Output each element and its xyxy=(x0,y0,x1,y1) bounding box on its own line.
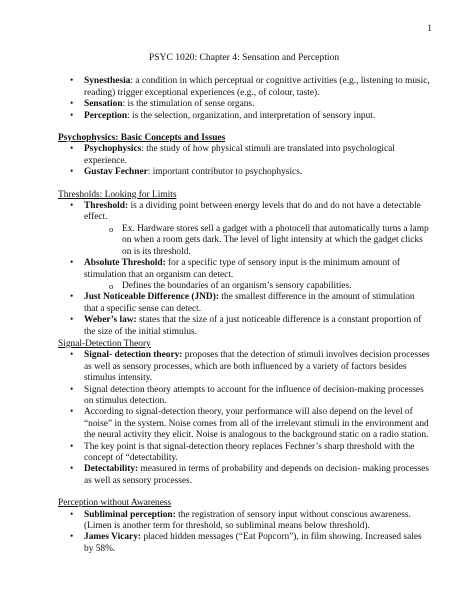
list-item: • Signal detection theory attempts to account for the influence of decision-making processes on stimulus detection. xyxy=(58,385,430,408)
definition: : important contributor to psychophysics. xyxy=(147,167,303,178)
term: Absolute Threshold: xyxy=(84,258,166,269)
term: Weber’s law: xyxy=(84,315,137,326)
definition: for a specific type of sensory input is the minimum amount of stimulation that an organism can detect. xyxy=(84,258,401,280)
term: Just Noticeable Difference (JND): xyxy=(84,292,219,303)
term: Subliminal perception: xyxy=(84,509,176,520)
definition: is a dividing point between energy levels that do and do not have a detectable effect. xyxy=(84,201,421,223)
section-heading-thresholds: Thresholds: Looking for Limits xyxy=(58,189,177,200)
definition: the smallest difference in the amount of stimulation that a specific sense can detect. xyxy=(84,292,415,314)
definition: placed hidden messages (“Eat Popcorn”), in film showing. Increased sales by 58%. xyxy=(84,532,422,554)
list-item xyxy=(58,258,430,292)
sub-list xyxy=(84,281,430,292)
list-item xyxy=(58,167,430,178)
list-item xyxy=(58,510,430,533)
psychophysics-list xyxy=(58,144,430,178)
definition: : a condition in which perceptual or cognitive activities (e.g., listening to music, reading) trigger exceptional experiences (e.g., of colour, taste). xyxy=(84,76,430,98)
list-item xyxy=(58,464,430,487)
definition: the registration of sensory input without conscious awareness. (Limen is another term for threshold, so subliminal means below threshold). xyxy=(84,509,411,532)
list-item xyxy=(58,111,430,122)
page-number: 1 xyxy=(427,24,432,34)
signal-detection-list xyxy=(58,350,430,487)
term: Threshold: xyxy=(84,201,129,212)
term: Sensation xyxy=(84,99,123,110)
term: Gustav Fechner xyxy=(84,167,148,178)
sub-list-item: o Ex. Hardware stores sell a gadget with a photocell that automatically turns a lamp on when a room gets dark. The level of light intensity at which the gadget clicks on is its threshold. xyxy=(84,224,430,258)
list-item xyxy=(58,315,430,338)
list-item xyxy=(58,144,430,167)
list-item xyxy=(58,201,430,258)
list-item: • The key point is that signal-detection theory replaces Fechner’s sharp threshold with the concept of “detectability. xyxy=(58,442,430,465)
section-heading-awareness: Perception without Awareness xyxy=(58,498,172,509)
term: Signal- detection theory: xyxy=(84,350,183,361)
awareness-list xyxy=(58,510,430,556)
list-item xyxy=(58,350,430,384)
list-item xyxy=(58,532,430,555)
definition: : the study of how physical stimuli are translated into psychological experience. xyxy=(84,144,395,166)
document-content xyxy=(58,52,430,555)
definition: : is the stimulation of sense organs. xyxy=(122,99,255,110)
section-heading-psychophysics: Psychophysics: Basic Concepts and Issues xyxy=(58,133,226,144)
definition: proposes that the detection of stimuli involves decision processes as well as sensory processes, which are both influenced by a variety of factors besides stimulus intensity. xyxy=(84,350,430,384)
term: Perception xyxy=(84,110,128,121)
list-item xyxy=(58,99,430,110)
thresholds-list xyxy=(58,201,430,338)
sub-list-item: o Defines the boundaries of an organism’s sensory capabilities. xyxy=(84,281,430,292)
list-item xyxy=(58,292,430,315)
term: Synesthesia xyxy=(84,76,131,87)
document-title: PSYC 1020: Chapter 4: Sensation and Perception xyxy=(148,52,340,63)
term: Detectability: xyxy=(84,464,139,475)
definition: : is the selection, organization, and interpretation of sensory input. xyxy=(127,110,376,121)
list-item xyxy=(58,76,430,99)
term: James Vicary: xyxy=(84,532,142,543)
intro-list xyxy=(58,76,430,122)
definition: states that the size of a just noticeable difference is a constant proportion of the size of the initial stimulus. xyxy=(84,315,422,337)
definition: measured in terms of probability and depends on decision- making processes as well as sensory processes. xyxy=(84,464,429,486)
list-item: • According to signal-detection theory, your performance will also depend on the level of “noise” in the system. Noise comes from all of the irrelevant stimuli in the environment and the neural activity they elicit. Noise is analogous to the background static on a radio station. xyxy=(58,407,430,441)
term: Psychophysics xyxy=(84,144,142,155)
sub-list xyxy=(84,224,430,258)
section-heading-signal-detection: Signal-Detection Theory xyxy=(58,338,151,349)
